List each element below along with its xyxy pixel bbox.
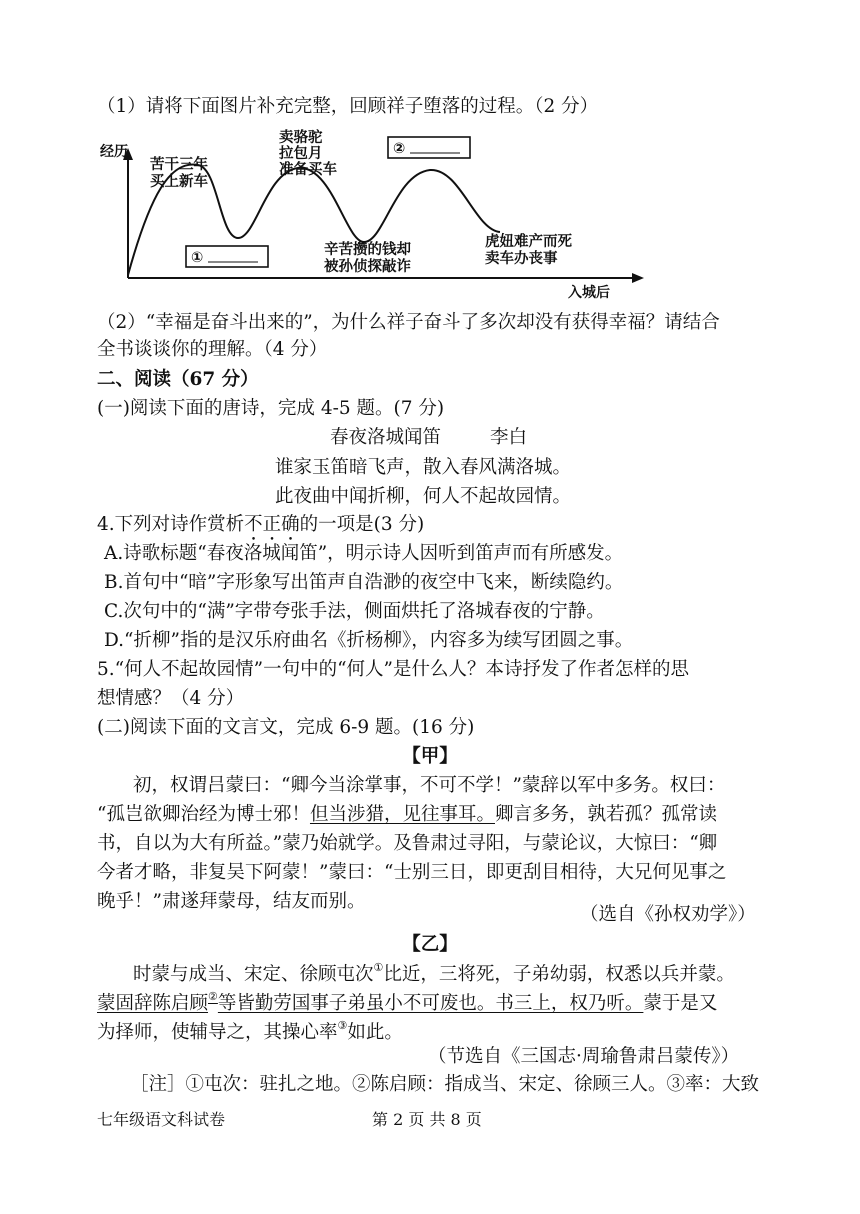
question-4-option-a: A.诗歌标题“春夜洛城闻笛”，明示诗人因听到笛声而有所感发。 — [104, 543, 624, 564]
question-4-stem-emphasis: 不正确 — [244, 514, 300, 535]
annotation-robbed-2: 被孙侦探敲诈 — [324, 259, 411, 275]
question-4-stem-b: 的一项是(3 分) — [299, 514, 425, 535]
question-2-line-1: （2）“幸福是奋斗出来的”，为什么祥子奋斗了多次却没有获得幸福？请结合 — [97, 312, 720, 333]
annotation-camel-1: 卖骆驼 — [279, 130, 323, 146]
question-4-option-b: B.首句中“暗”字形象写出笛声自浩渺的夜空中飞来，断续隐约。 — [104, 572, 624, 593]
passage-yi-line-3a: 为择师，使辅导之，其操心率 — [97, 1022, 338, 1043]
poem-line-2: 此夜曲中闻折柳，何人不起故园情。 — [275, 486, 572, 507]
passage-jia-line-5: 晚乎！”肃遂拜蒙母，结友而别。 — [97, 891, 366, 912]
passage-jia-underlined-sentence: 但当涉猎，见往事耳。 — [309, 804, 495, 825]
passage-jia-line-1: 初，权谓吕蒙曰：“卿今当涂掌事，不可不学！”蒙辞以军中多务。权曰： — [133, 775, 726, 796]
annotation-huniu-1: 虎妞难产而死 — [485, 234, 572, 250]
x-axis-arrow — [632, 273, 644, 283]
section-2-heading: 二、阅读（67 分） — [97, 369, 259, 390]
poem-line-1: 谁家玉笛暗飞声，散入春风满洛城。 — [275, 457, 572, 478]
annotation-robbed-1: 辛苦攒的钱却 — [324, 242, 411, 258]
annotation-camel-2: 拉包月 — [279, 146, 323, 162]
passage-yi-underlined-a: 蒙固辞陈启顾 — [97, 993, 209, 1014]
passage-jia-source: （选自《孙权劝学》） — [580, 904, 756, 925]
blank-2-label: ② — [393, 141, 406, 157]
question-1: （1）请将下面图片补充完整，回顾祥子堕落的过程。（2 分） — [97, 96, 599, 117]
question-4-option-c: C.次句中的“满”字带夸张手法，侧面烘托了洛城春夜的宁静。 — [104, 601, 605, 622]
passage-yi-line-1b: 比近，三将死，子弟幼弱，权悉以兵并蒙。 — [383, 964, 735, 985]
passage-jia-title: 【甲】 — [402, 746, 458, 767]
footnotes: ［注］①屯次：驻扎之地。②陈启顾：指成当、宋定、徐顾三人。③率：大致 — [130, 1074, 760, 1095]
passage-yi-line-1a: 时蒙与成当、宋定、徐顾屯次 — [133, 964, 374, 985]
passage-jia-line-2 — [97, 802, 717, 828]
part-1-intro: (一)阅读下面的唐诗，完成 4-5 题。(7 分) — [97, 398, 445, 419]
passage-yi-line-2 — [97, 991, 717, 1017]
experience-curve-figure — [80, 120, 780, 305]
passage-yi-underlined-b: 等皆勤劳国事子弟虽小不可废也。书三上，权乃听。 — [217, 993, 644, 1014]
passage-jia-line-4: 今者才略，非复吴下阿蒙！”蒙曰：“士别三日，即更刮目相待，大兄何见事之 — [97, 862, 727, 883]
x-axis-label: 入城后 — [568, 285, 610, 301]
passage-jia-line-3: 书，自以为大有所益。”蒙乃始就学。及鲁肃过寻阳，与蒙论议，大惊曰：“卿 — [97, 833, 718, 854]
passage-yi-line-1 — [133, 962, 735, 988]
annotation-huniu-2: 卖车办丧事 — [485, 251, 558, 267]
footer-page-number: 第 2 页 共 8 页 — [372, 1110, 482, 1129]
note-marker-3: ③ — [337, 1019, 348, 1032]
part-2-intro: (二)阅读下面的文言文，完成 6-9 题。(16 分) — [97, 717, 475, 738]
poem-author: 李白 — [490, 427, 528, 448]
note-marker-1: ① — [373, 961, 384, 974]
annotation-buy-car-2: 买上新车 — [150, 174, 208, 190]
annotation-buy-car-1: 苦干三年 — [150, 157, 208, 173]
annotation-camel-3: 准备买车 — [279, 162, 337, 178]
passage-yi-line-3b: 如此。 — [347, 1022, 403, 1043]
note-marker-2: ② — [208, 990, 218, 1003]
question-2-line-2: 全书谈谈你的理解。（4 分） — [97, 339, 328, 360]
question-5-line-1: 5.“何人不起故园情”一句中的“何人”是什么人？本诗抒发了作者怎样的思 — [97, 659, 689, 680]
question-5-line-2: 想情感？（4 分） — [97, 688, 245, 709]
passage-yi-line-2c: 蒙于是又 — [643, 993, 718, 1014]
question-4-stem-a: 4.下列对诗作赏析 — [97, 514, 245, 535]
question-4-option-d: D.“折柳”指的是汉乐府曲名《折杨柳》，内容多为续写团圆之事。 — [104, 630, 634, 651]
y-axis-label: 经历 — [100, 144, 128, 160]
footer-exam-title: 七年级语文科试卷 — [97, 1110, 226, 1129]
passage-yi-title: 【乙】 — [402, 934, 458, 955]
passage-yi-source: （节选自《三国志·周瑜鲁肃吕蒙传》） — [428, 1046, 740, 1067]
passage-yi-line-3 — [97, 1020, 403, 1046]
passage-jia-line-2a: “孤岂欲卿治经为博士邪！ — [97, 804, 310, 825]
passage-jia-line-2b: 卿言多务，孰若孤？孤常读 — [494, 804, 717, 825]
poem-title: 春夜洛城闻笛 — [330, 427, 442, 448]
blank-1-label: ① — [191, 250, 204, 266]
